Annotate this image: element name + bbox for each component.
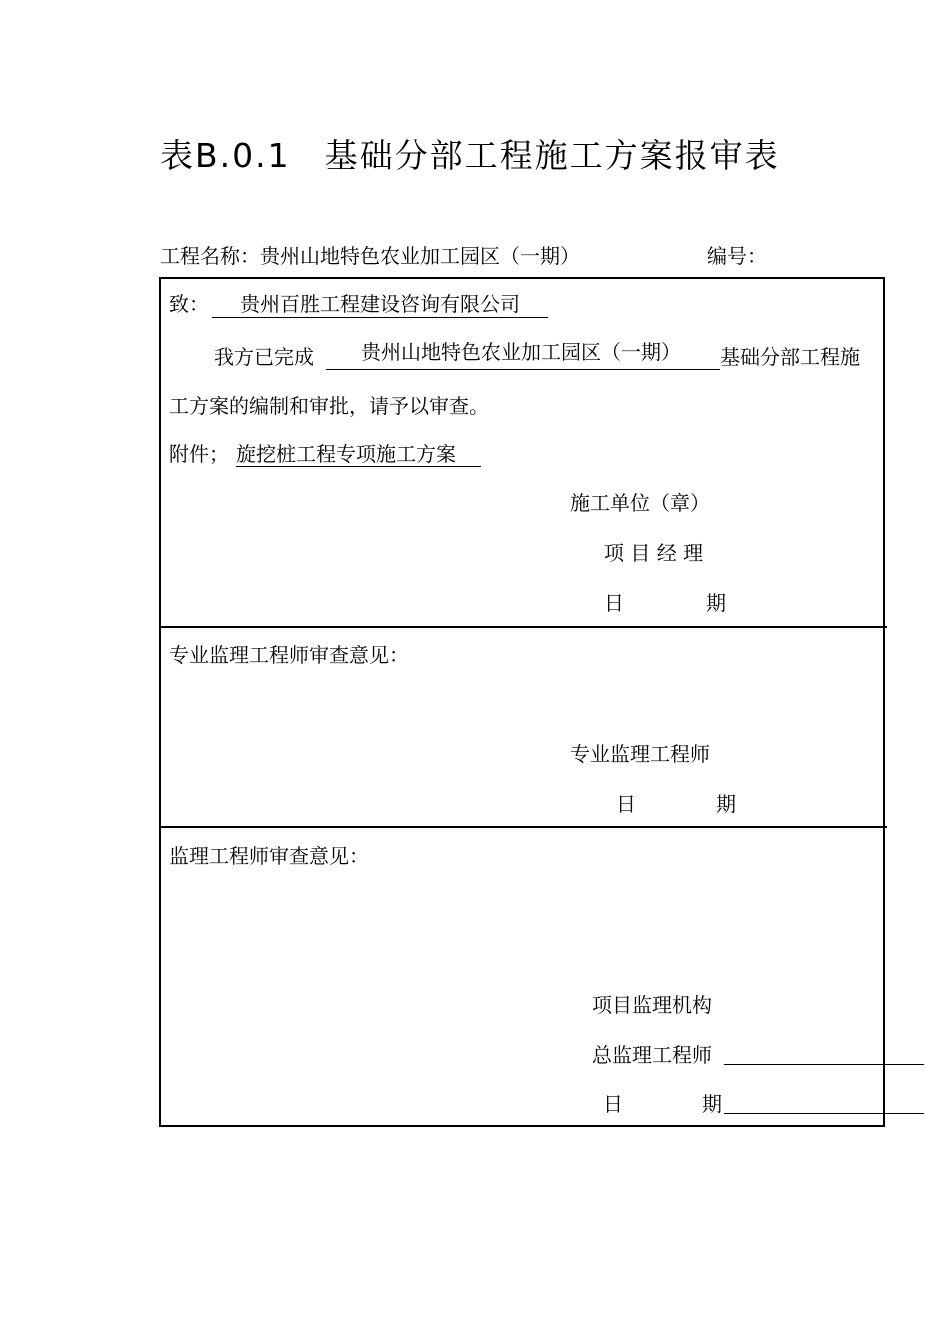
underline — [212, 317, 548, 318]
project-label: 工程名称： — [160, 244, 260, 268]
sig-date-char1: 日 — [603, 1092, 623, 1116]
chief-review-label: 监理工程师审查意见： — [169, 844, 369, 868]
sig-date-char1: 日 — [616, 792, 636, 816]
form-name: 基础分部工程施工方案报审表 — [324, 136, 780, 175]
specialty-review-label: 专业监理工程师审查意见： — [169, 643, 409, 667]
sig-supervision-org: 项目监理机构 — [592, 993, 712, 1017]
sig-specialty-engineer: 专业监理工程师 — [570, 742, 710, 766]
sig-date-char2: 期 — [716, 792, 736, 816]
project-name-row — [160, 240, 580, 269]
sig-contractor-unit: 施工单位（章） — [570, 491, 710, 515]
completed-suffix: 基础分部工程施 — [720, 345, 860, 369]
form-title — [160, 130, 780, 177]
project-name: 贵州山地特色农业加工园区（一期） — [260, 244, 580, 268]
sig-date-char2: 期 — [706, 591, 726, 615]
completed-line2: 工方案的编制和审批，请予以审查。 — [169, 394, 489, 418]
underline — [236, 466, 481, 467]
sig-project-manager: 项 目 经 理 — [604, 541, 704, 565]
date-line — [724, 1113, 924, 1114]
section-divider — [159, 626, 887, 628]
completed-project: 贵州山地特色农业加工园区（一期） — [361, 340, 681, 364]
attachment-label: 附件； — [169, 442, 229, 466]
sig-date-char1: 日 — [604, 591, 624, 615]
underline — [326, 369, 720, 370]
number-label: 编号： — [707, 244, 767, 268]
completed-prefix: 我方已完成 — [214, 345, 314, 369]
signature-line — [724, 1064, 924, 1065]
sig-chief-engineer: 总监理工程师 — [592, 1043, 712, 1067]
attachment-value: 旋挖桩工程专项施工方案 — [236, 442, 456, 466]
sig-date-char2: 期 — [702, 1092, 722, 1116]
section-divider — [159, 826, 887, 828]
to-value: 贵州百胜工程建设咨询有限公司 — [240, 292, 520, 316]
to-label: 致： — [169, 292, 209, 316]
form-code: 表B.0.1 — [160, 136, 291, 175]
